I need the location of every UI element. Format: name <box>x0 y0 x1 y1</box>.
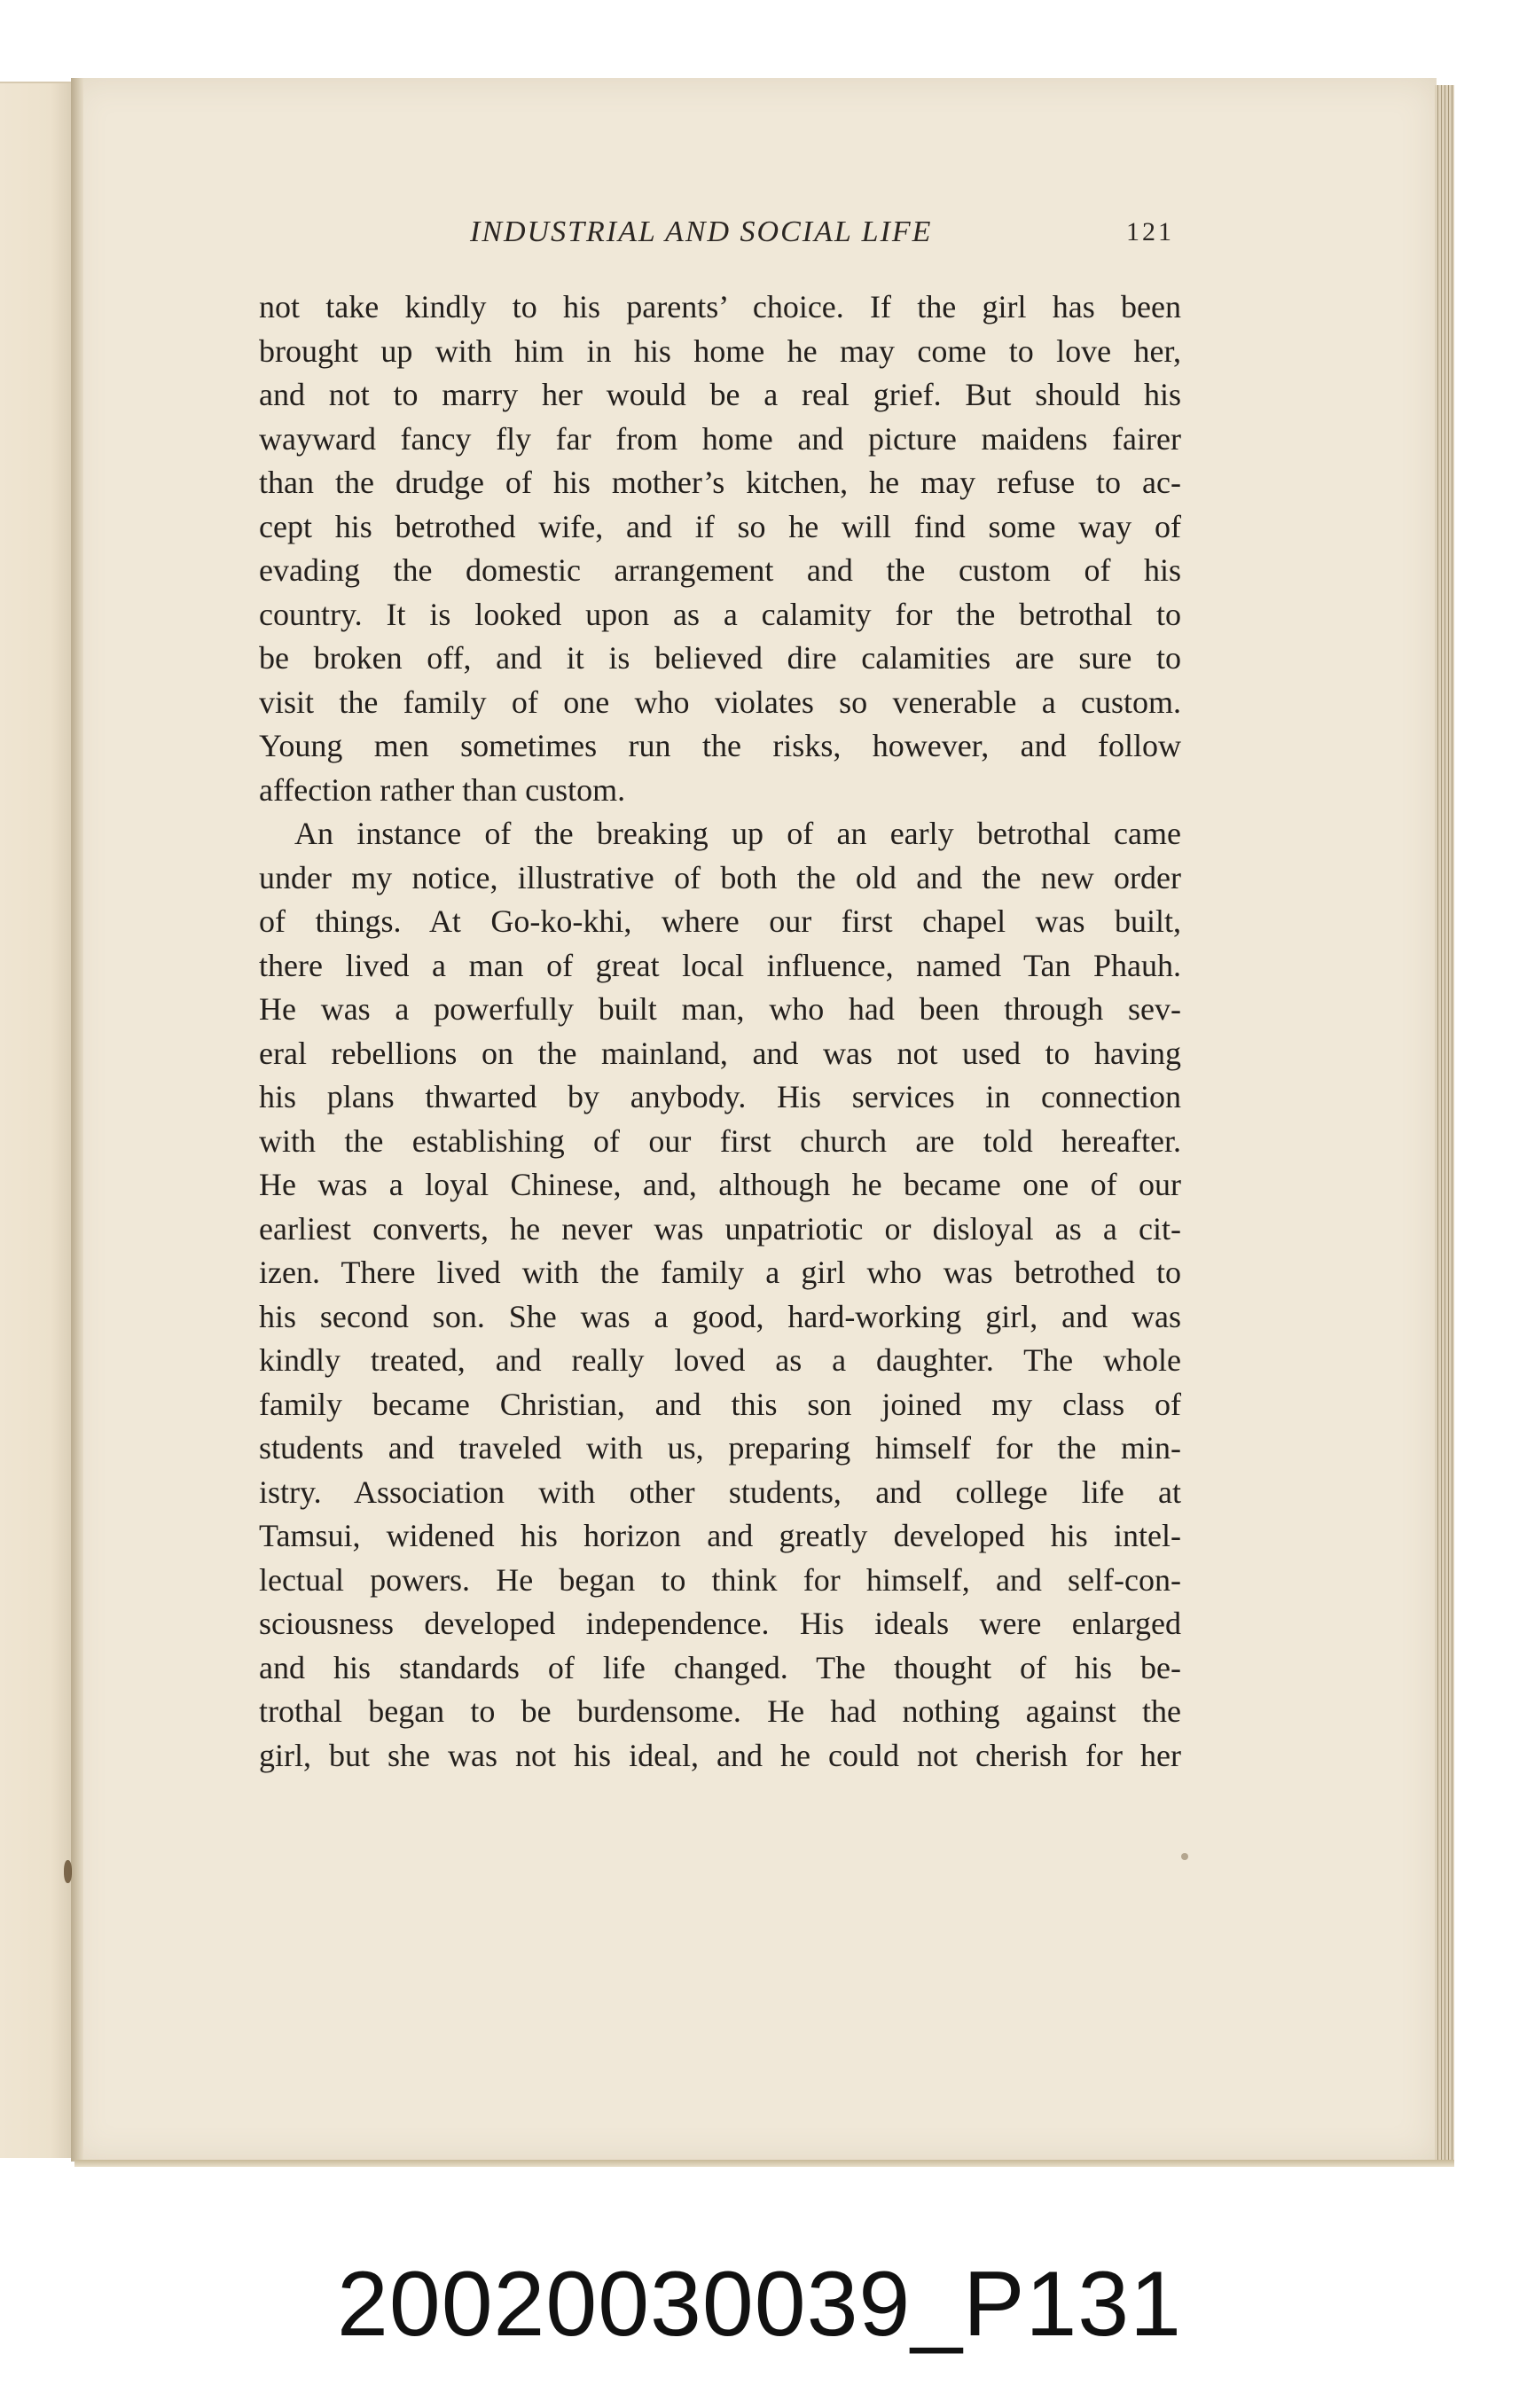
text-line: sciousness developed independence. His ideals were enlarged <box>259 1606 1181 1641</box>
text-line: country. It is looked upon as a calamity for the betrothal to <box>259 596 1181 632</box>
text-line: with the establishing of our first church are told hereafter. <box>259 1122 1181 1159</box>
page-number: 121 <box>1126 217 1174 246</box>
text-line: be broken off, and it is believed dire calamities are sure to <box>259 640 1181 676</box>
text-line: He was a loyal Chinese, and, although he became one of our <box>259 1167 1181 1202</box>
text-line: affection rather than custom. <box>259 771 626 808</box>
text-line: family became Christian, and this son joined my class of <box>259 1386 1181 1422</box>
text-line: trothal began to be burdensome. He had nothing against the <box>259 1693 1181 1729</box>
paper-speck <box>1181 1853 1188 1860</box>
page-stack-edge <box>1435 85 1454 2160</box>
text-line: and not to marry her would be a real grief. But should his <box>259 377 1181 412</box>
text-line: eral rebellions on the mainland, and was not used to having <box>259 1035 1181 1071</box>
text-line: kindly treated, and really loved as a daughter. The whole <box>259 1342 1181 1378</box>
text-line: brought up with him in his home he may come to love her, <box>259 332 1181 369</box>
text-line: not take kindly to his parents’ choice. If the girl has been <box>259 289 1181 324</box>
text-line: than the drudge of his mother’s kitchen, he may refuse to ac- <box>259 465 1181 500</box>
text-line: and his standards of life changed. The thought of his be- <box>259 1649 1181 1685</box>
body-text <box>259 285 1181 1778</box>
page-gutter <box>71 78 83 2162</box>
running-head: INDUSTRIAL AND SOCIAL LIFE <box>470 215 933 248</box>
text-line: his second son. She was a good, hard-working girl, and was <box>259 1298 1181 1334</box>
text-line: there lived a man of great local influence, named Tan Phauh. <box>259 947 1181 983</box>
text-line: An instance of the breaking up of an early betrothal came <box>294 816 1181 851</box>
text-line: istry. Association with other students, and college life at <box>259 1474 1181 1510</box>
ink-stain <box>64 1860 72 1883</box>
text-line: students and traveled with us, preparing himself for the min- <box>259 1430 1181 1466</box>
text-line: evading the domestic arrangement and the custom of his <box>259 552 1181 588</box>
text-line: Tamsui, widened his horizon and greatly developed his intel- <box>259 1518 1181 1553</box>
text-line: visit the family of one who violates so venerable a custom. <box>259 684 1181 720</box>
text-line: Young men sometimes run the risks, however, and follow <box>259 728 1181 763</box>
text-line: of things. At Go-ko-khi, where our first chapel was built, <box>259 903 1181 939</box>
text-line: earliest converts, he never was unpatriotic or disloyal as a cit- <box>259 1210 1181 1247</box>
text-line: under my notice, illustrative of both the old and the new order <box>259 859 1181 895</box>
facing-page-edge <box>0 82 73 2158</box>
text-line: girl, but she was not his ideal, and he could not cherish for her <box>259 1737 1181 1773</box>
scan-id-caption: 20020030039_P131 <box>337 2253 1182 2356</box>
text-line: his plans thwarted by anybody. His services in connection <box>259 1079 1181 1114</box>
text-line: He was a powerfully built man, who had been through sev- <box>259 991 1181 1027</box>
text-line: wayward fancy fly far from home and picture maidens fairer <box>259 420 1181 457</box>
page-bottom-edge <box>74 2160 1454 2167</box>
text-line: cept his betrothed wife, and if so he will find some way of <box>259 508 1181 544</box>
text-line: izen. There lived with the family a girl who was betrothed to <box>259 1255 1181 1290</box>
text-line: lectual powers. He began to think for himself, and self-con- <box>259 1561 1181 1598</box>
